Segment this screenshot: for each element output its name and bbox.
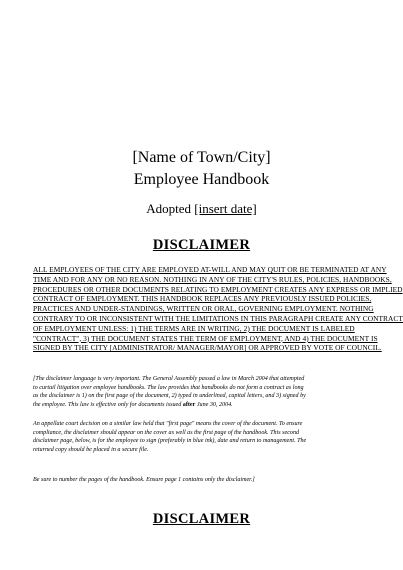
note-line: Be sure to number the pages of the handbook. Ensure page 1 contains only the disclaimer.]	[33, 477, 255, 483]
disclaimer-paragraph	[33, 265, 403, 353]
note-line	[33, 401, 373, 410]
note-text: the employee. This law is effective only for documents issued	[33, 401, 183, 408]
instruction-note-3	[33, 476, 373, 485]
disclaimer-line: OF EMPLOYMENT UNLESS: 1) THE TERMS ARE IN WRITING, 2) THE DOCUMENT IS LABELED	[33, 323, 355, 333]
note-line: [The disclaimer language is very important. The General Assembly passed a law in March 2004 that attempted	[33, 376, 305, 382]
disclaimer-line: SIGNED BY THE CITY [ADMINISTRATOR/ MANAGER/MAYOR] OR APPROVED BY VOTE OF COUNCIL.	[33, 343, 382, 353]
adopted-label: Adopted	[146, 201, 195, 216]
note-emphasis: after	[182, 401, 196, 408]
disclaimer-line: "CONTRACT", 3) THE DOCUMENT STATES THE TERM OF EMPLOYMENT, AND 4) THE DOCUMENT IS	[33, 333, 378, 343]
disclaimer-line: PRACTICES AND UNDER-STANDINGS, WRITTEN OR ORAL, GOVERNING EMPLOYMENT. NOTHING	[33, 304, 374, 314]
disclaimer-line: PROCEDURES OR OTHER DOCUMENTS RELATING TO EMPLOYMENT CREATES ANY EXPRESS OR IMPLIED	[33, 284, 403, 294]
note-line: as the disclaimer is 1) on the first page of the document, 2) typed in underlined, capital letters, and 3) signed by	[33, 393, 306, 400]
instruction-note-1	[33, 375, 373, 409]
note-line: to curtail litigation over employee handbooks. The law provides that handbooks do not form a contract as long	[33, 384, 304, 391]
disclaimer-line: CONTRACT OF EMPLOYMENT. THIS HANDBOOK REPLACES ANY PREVIOUSLY ISSUED POLICIES,	[33, 294, 372, 304]
disclaimer-line: TIME AND FOR ANY OR NO REASON. NOTHING IN ANY OF THE CITY'S RULES, POLICIES, HANDBOOKS,	[33, 274, 392, 284]
instruction-note-2	[33, 420, 373, 454]
note-line: compliance, the disclaimer should appear on the cover as well as the first page of the handbook. This second	[33, 429, 300, 436]
disclaimer-heading: DISCLAIMER	[152, 237, 251, 253]
note-line: disclaimer page, below, is for the employee to sign (preferably in blue ink), date and return to management. The	[33, 438, 307, 445]
note-text: June 30, 2004.	[195, 401, 233, 408]
disclaimer-line: CONTRARY TO OR INCONSISTENT WITH THE LIMITATIONS IN THIS PARAGRAPH CREATE ANY CONTRACT	[33, 313, 403, 323]
document-title: Employee Handbook	[133, 171, 270, 188]
note-line: returned copy should be placed in a secure file.	[33, 446, 149, 453]
disclaimer-line: ALL EMPLOYEES OF THE CITY ARE EMPLOYED AT-WILL AND MAY QUIT OR BE TERMINATED AT ANY	[33, 265, 387, 274]
adopted-line	[0, 201, 403, 217]
adopted-date-placeholder: [insert date]	[194, 201, 257, 216]
town-name-placeholder: [Name of Town/City]	[132, 149, 271, 166]
note-line: An appellate court decision on a similar law held that "first page" means the cover of the document. To ensure	[33, 421, 303, 427]
disclaimer-heading-second: DISCLAIMER	[152, 511, 251, 527]
